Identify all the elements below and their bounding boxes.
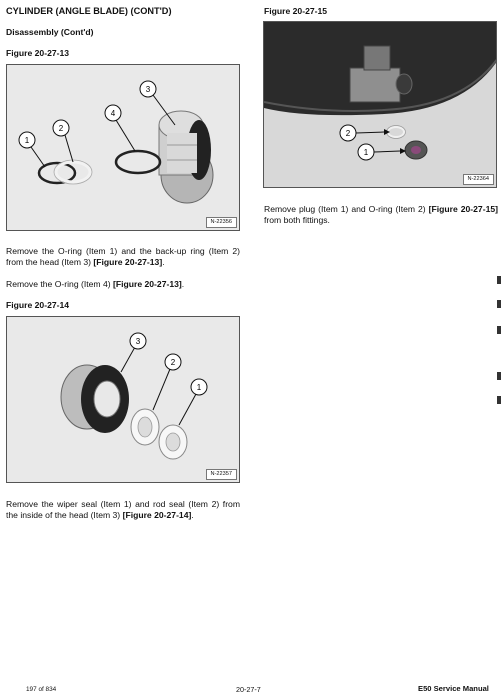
callout-2: 2 — [58, 124, 64, 133]
figure-caption-14: Figure 20-27-14 — [6, 300, 70, 310]
edge-tab-mark — [497, 276, 501, 284]
edge-tab-mark — [497, 300, 501, 308]
section-title: CYLINDER (ANGLE BLADE) (CONT'D) — [6, 6, 172, 16]
paragraph-2-ref: [Figure 20-27-13] — [112, 279, 182, 289]
footer-page-number: 20-27-7 — [236, 685, 261, 694]
figure-number-13: N-22356 — [206, 217, 237, 228]
figure-13-illustration — [7, 65, 240, 231]
o-ring-item-2 — [388, 127, 404, 137]
instruction-paragraph-1: Remove the O-ring (Item 1) and the back-up ring (Item 2) from the head (Item 3) [Figure 20-27-13]. — [6, 246, 240, 267]
figure-14-illustration — [7, 317, 240, 483]
instruction-paragraph-2: Remove the O-ring (Item 4) [Figure 20-27-13]. — [6, 279, 185, 289]
figure-20-27-13 — [6, 64, 240, 231]
paragraph-4-tail: from both fittings. — [264, 215, 330, 225]
paragraph-3-text: Remove the wiper seal (Item 1) and rod seal (Item 2) from the inside of the head (Item 3) — [6, 499, 240, 520]
paragraph-1-ref: [Figure 20-27-13] — [93, 257, 163, 267]
section-subtitle: Disassembly (Cont'd) — [6, 27, 94, 37]
callout-1: 1 — [196, 383, 202, 392]
paragraph-1-text: Remove the O-ring (Item 1) and the back-up ring (Item 2) from the head (Item 3) — [6, 246, 240, 267]
figure-20-27-15 — [263, 21, 497, 188]
figure-caption-13: Figure 20-27-13 — [6, 48, 70, 58]
footer-manual-title: E50 Service Manual — [418, 684, 489, 693]
callout-1: 1 — [24, 136, 30, 145]
figure-number-14: N-22357 — [206, 469, 237, 480]
figure-20-27-14 — [6, 316, 240, 483]
o-ring-item-4 — [116, 151, 160, 173]
paragraph-2-text: Remove the O-ring (Item 4) — [6, 279, 111, 289]
figure-15-illustration — [264, 22, 497, 188]
callout-3: 3 — [135, 337, 141, 346]
edge-tab-mark — [497, 372, 501, 380]
figure-number-15: N-22364 — [463, 174, 494, 185]
footer-page-count: 197 of 834 — [26, 686, 57, 693]
edge-tab-mark — [497, 396, 501, 404]
paragraph-4-text: Remove plug (Item 1) and O-ring (Item 2) — [264, 204, 426, 214]
fitting — [350, 68, 400, 102]
callout-2: 2 — [170, 358, 176, 367]
edge-tab-mark — [497, 326, 501, 334]
instruction-paragraph-3: Remove the wiper seal (Item 1) and rod seal (Item 2) from the inside of the head (Item 3) [Figure 20-27-14]. — [6, 499, 240, 520]
callout-4: 4 — [110, 109, 116, 118]
paragraph-4-ref: [Figure 20-27-15] — [428, 204, 498, 214]
callout-1: 1 — [363, 148, 369, 157]
instruction-paragraph-4 — [264, 204, 498, 226]
callout-3: 3 — [145, 85, 151, 94]
figure-caption-15: Figure 20-27-15 — [264, 6, 328, 16]
paragraph-3-ref: [Figure 20-27-14] — [122, 510, 192, 520]
callout-2: 2 — [345, 129, 351, 138]
